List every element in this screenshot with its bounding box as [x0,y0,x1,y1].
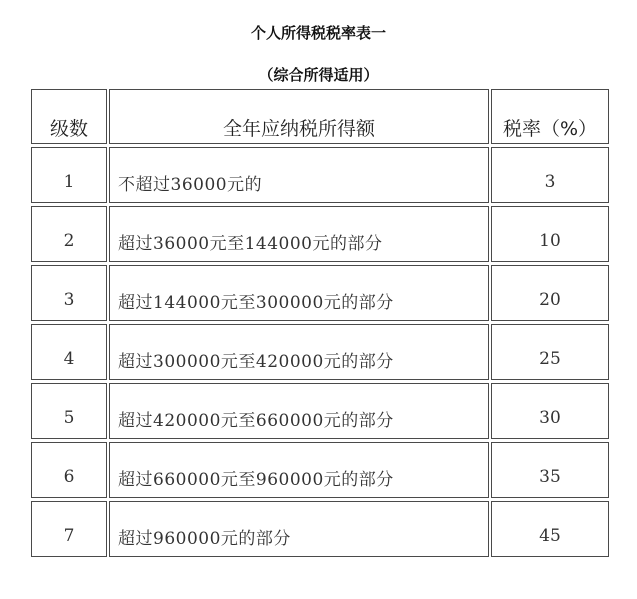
cell-range [109,147,489,203]
range-text: 超过300000元至420000元的部分 [118,351,394,372]
cell-level: 2 [31,206,107,262]
range-text: 超过36000元至144000元的部分 [118,233,383,254]
tax-rate-table [29,86,611,560]
cell-range [109,501,489,557]
cell-level: 3 [31,265,107,321]
cell-rate: 3 [491,147,609,203]
cell-rate: 45 [491,501,609,557]
cell-rate: 20 [491,265,609,321]
header-range: 全年应纳税所得额 [109,89,489,144]
cell-range [109,442,489,498]
table-row [31,206,609,262]
table-row [31,442,609,498]
cell-level: 5 [31,383,107,439]
header-row [31,89,609,144]
header-rate: 税率（%） [491,89,609,144]
cell-rate: 35 [491,442,609,498]
range-text: 超过660000元至960000元的部分 [118,469,394,490]
cell-rate: 10 [491,206,609,262]
table-row [31,147,609,203]
range-text: 超过144000元至300000元的部分 [118,292,394,313]
cell-level: 4 [31,324,107,380]
cell-range [109,383,489,439]
cell-range [109,206,489,262]
header-level: 级数 [31,89,107,144]
table-title: 个人所得税税率表一 [250,24,386,42]
cell-rate: 25 [491,324,609,380]
cell-level: 1 [31,147,107,203]
table-row [31,383,609,439]
cell-rate: 30 [491,383,609,439]
table-row [31,501,609,557]
cell-level: 7 [31,501,107,557]
table-subtitle: （综合所得适用） [258,66,379,84]
range-text: 超过960000元的部分 [118,528,291,549]
table-row [31,324,609,380]
cell-range [109,265,489,321]
range-text: 超过420000元至660000元的部分 [118,410,394,431]
cell-range [109,324,489,380]
table-row [31,265,609,321]
cell-level: 6 [31,442,107,498]
range-text: 不超过36000元的 [118,174,263,195]
